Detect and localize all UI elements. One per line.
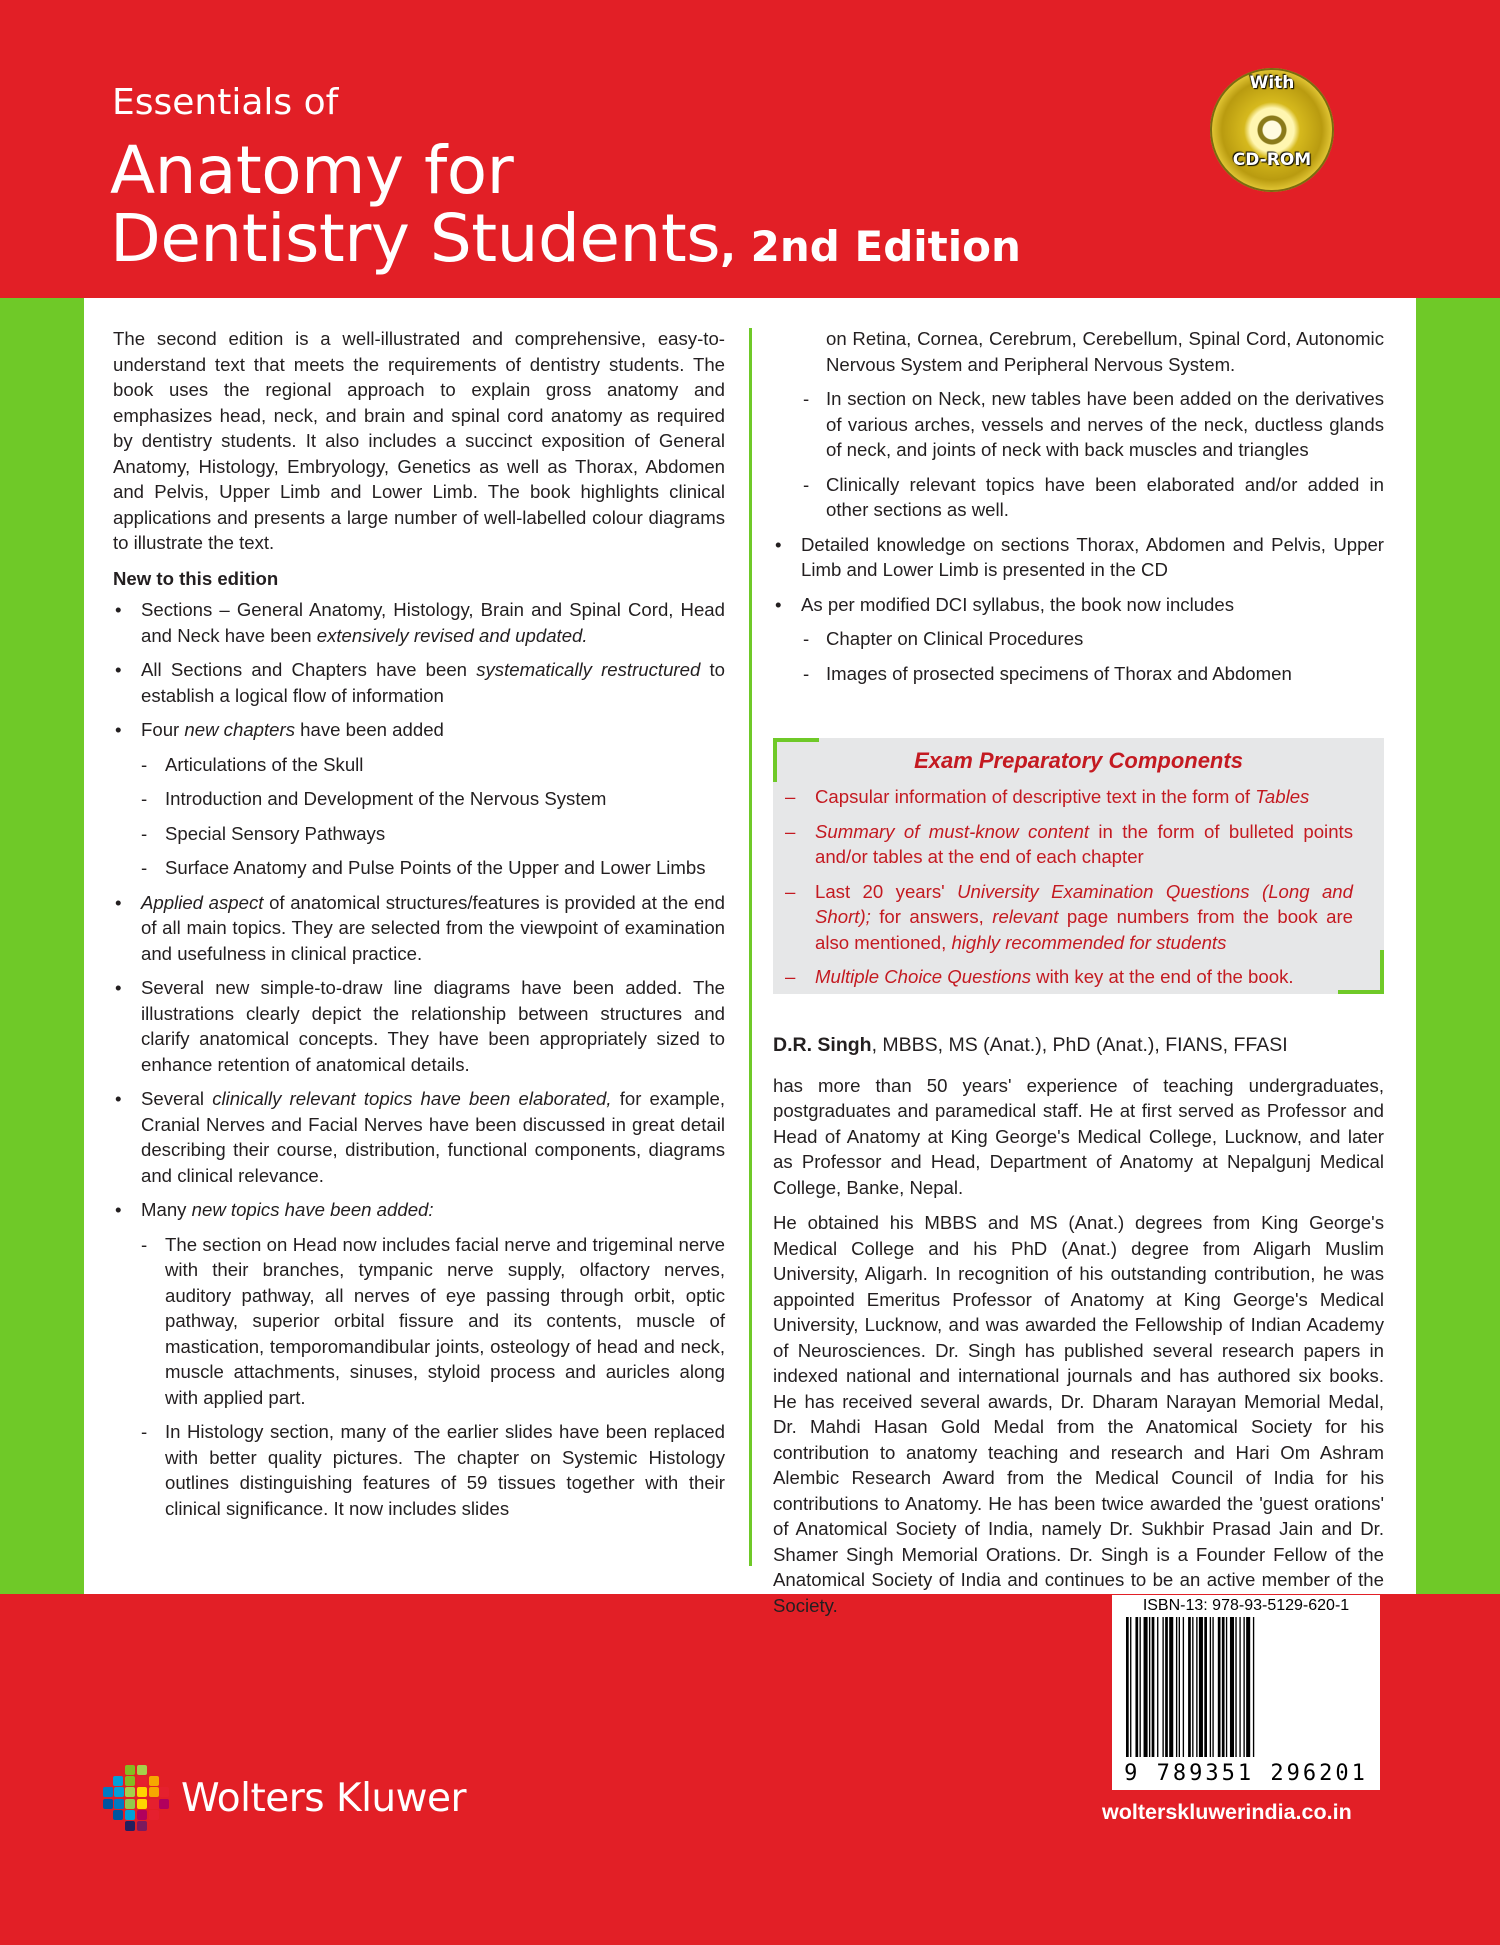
title-edition: , 2nd Edition: [720, 222, 1021, 271]
list-item-emphasis: new chapters: [184, 719, 295, 740]
new-features-list-continued: [773, 326, 1384, 686]
exam-item: [773, 784, 1353, 810]
sub-list-item: - Clinically relevant topics have been elaborated and/or added in other sections as well.: [773, 472, 1384, 523]
list-item-text: Several: [141, 1088, 213, 1109]
list-item-text: Sections – General Anatomy, Histology, Brain and Spinal Cord, Head and Neck have been: [141, 599, 725, 646]
title-line-2-text: Dentistry Students: [110, 200, 721, 277]
sub-list-item: - Chapter on Clinical Procedures: [773, 626, 1384, 652]
list-item: [113, 1197, 725, 1223]
list-item-text: of anatomical structures/features is provided at the end of all main topics. They are selected from the viewpoint of examination and usefulness in clinical practice.: [141, 891, 725, 964]
author-bio-2: He obtained his MBBS and MS (Anat.) degrees from King George's Medical College and his PhD (Anat.) degree from Aligarh Muslim University, Aligarh. In recognition of his outstanding contribution, he was appointed Emeritus Professor of Anatomy at King George's Medical University, Lucknow, and was awarded the Fellowship of Indian Academy of Neurosciences. Dr. Singh has published several research papers in indexed national and international journals and has authored six books. He has received several awards, Dr. Dharam Narayan Memorial Medal, Dr. Mahdi Hasan Gold Medal from the Anatomical Society for his contribution to anatomy teaching and research and Hari Om Ashram Alembic Research Award from the Medical Council of India for his contributions to Anatomy. He has been twice awarded the 'guest orations' of Anatomical Society of India, namely Dr. Sukhbir Prasad Jain and Dr. Shamer Singh Memorial Orations. Dr. Singh is a Founder Fellow of the Anatomical Society of India and continues to be an active member of the Society.: [773, 1212, 1384, 1616]
cd-badge-top-text: With: [1249, 73, 1295, 93]
exam-item-emphasis: Multiple Choice Questions: [815, 966, 1031, 987]
sub-list-item: - Special Sensory Pathways: [113, 821, 725, 847]
publisher-brand: [103, 1765, 466, 1831]
wolters-kluwer-logo-icon: [103, 1765, 169, 1831]
exam-components-list: [773, 784, 1353, 999]
sub-list-item: - In Histology section, many of the earlier slides have been replaced with better quality pictures. The chapter on Systemic Histology outlines distinguishing features of 59 tissues together with their clinical significance. It now includes slides: [113, 1419, 725, 1521]
sub-list-item: - Introduction and Development of the Nervous System: [113, 786, 725, 812]
exam-item: [773, 964, 1353, 990]
author-name: D.R. Singh: [773, 1034, 872, 1056]
right-column: [773, 326, 1384, 695]
list-item: [113, 657, 725, 708]
list-item-emphasis: systematically restructured: [476, 659, 701, 680]
list-item-emphasis: Applied aspect: [141, 891, 264, 913]
cd-badge-bottom-text: CD-ROM: [1232, 150, 1312, 170]
list-item-text: Many: [141, 1199, 192, 1220]
barcode-icon: [1124, 1617, 1368, 1757]
isbn-number: ISBN-13: 978-93-5129-620-1: [1142, 1597, 1350, 1614]
exam-item: [773, 819, 1353, 870]
sub-list-item: - Articulations of the Skull: [113, 752, 725, 778]
list-item-text: have been added: [295, 719, 444, 740]
sub-list-item: - Surface Anatomy and Pulse Points of the Upper and Lower Limbs: [113, 855, 725, 881]
title-line-2: [110, 200, 1021, 277]
list-item: • As per modified DCI syllabus, the book now includes: [773, 592, 1384, 618]
sub-list-item: - In section on Neck, new tables have been added on the derivatives of various arches, vessels and nerves of the neck, ductless glands of neck, and joints of neck with back muscles and triangles: [773, 386, 1384, 463]
author-block: [773, 1033, 1384, 1628]
exam-item-text: in the form of bulleted points and/or tables at the end of each chapter: [815, 820, 1353, 867]
sub-list-item: - The section on Head now includes facial nerve and trigeminal nerve with their branches, tympanic nerve supply, olfactory nerves, auditory pathway, all nerves of eye passing through orbit, optic pathway, superior orbital fissure and its contents, muscle of mastication, temporomandibular joints, osteology of head and neck, muscle attachments, sinuses, styloid process and auricles along with applied part.: [113, 1232, 725, 1411]
exam-components-box: [773, 738, 1384, 994]
sub-list-item: - Images of prosected specimens of Thorax and Abdomen: [773, 661, 1384, 687]
exam-item: [773, 879, 1353, 956]
list-item-text: All Sections and Chapters have been: [141, 659, 477, 680]
isbn-barcode-box: [1112, 1595, 1380, 1790]
author-name-line: [773, 1033, 1384, 1059]
list-item-emphasis: clinically relevant topics have been elaborated,: [212, 1088, 612, 1109]
exam-item-text: page numbers from the book are also mentioned,: [815, 906, 1353, 953]
exam-item-text: Capsular information of descriptive text in the form of: [815, 786, 1256, 807]
list-item-text: Four: [141, 719, 185, 740]
exam-item-text: Last 20 years': [815, 880, 958, 902]
exam-item-emphasis: Summary of must-know content: [815, 820, 1090, 842]
title-prefix: Essentials of: [112, 82, 339, 123]
list-item-emphasis: extensively revised and updated.: [316, 624, 588, 646]
exam-box-title: Exam Preparatory Components: [914, 748, 1243, 773]
sub-list-continuation: on Retina, Cornea, Cerebrum, Cerebellum, Spinal Cord, Autonomic Nervous System and Peripheral Nervous System.: [826, 328, 1384, 375]
new-features-list: [113, 597, 725, 1521]
exam-item-text: with key at the end of the book.: [1031, 966, 1294, 987]
new-edition-heading: New to this edition: [113, 567, 279, 589]
list-item: [113, 717, 725, 743]
author-credentials: , MBBS, MS (Anat.), PhD (Anat.), FIANS, FFASI: [871, 1034, 1288, 1056]
list-item-text: to establish a logical flow of information: [141, 659, 725, 706]
title-line-1: Anatomy for: [110, 132, 514, 209]
left-column: [113, 326, 725, 1530]
box-corner-accent: [1380, 950, 1384, 994]
list-item-text: for example, Cranial Nerves and Facial Nerves have been discussed in great detail describing their course, distribution, functional components, diagrams and clinical relevance.: [141, 1088, 725, 1186]
intro-paragraph: The second edition is a well-illustrated and comprehensive, easy-to-understand text that meets the requirements of dentistry students. The book uses the regional approach to explain gross anatomy and emphasizes head, neck, and brain and spinal cord anatomy as required by dentistry students. It also includes a succinct exposition of General Anatomy, Histology, Embryology, Genetics as well as Thorax, Abdomen and Pelvis, Upper Limb and Lower Limb. The book highlights clinical applications and presents a large number of well-labelled colour diagrams to illustrate the text.: [113, 328, 725, 553]
list-item: • Detailed knowledge on sections Thorax, Abdomen and Pelvis, Upper Limb and Lower Limb is presented in the CD: [773, 532, 1384, 583]
list-item-emphasis: new topics have been added:: [191, 1199, 434, 1220]
exam-item-emphasis: highly recommended for students: [951, 931, 1227, 953]
exam-item-text: for answers,: [870, 906, 993, 927]
cover-header: [0, 0, 1500, 298]
cd-rom-disc-icon: [1210, 68, 1334, 192]
author-bio-1: has more than 50 years' experience of teaching undergraduates, postgraduates and paramedical staff. He at first served as Professor and Head of Anatomy at King George's Medical College, Lucknow, and later as Professor and Head, Department of Anatomy at Nepalgunj Medical College, Banke, Nepal.: [773, 1074, 1384, 1198]
publisher-website: wolterskluwerindia.co.in: [1102, 1800, 1352, 1824]
exam-item-emphasis: University Examination Questions (Long and Short);: [815, 880, 1353, 927]
list-item: [113, 890, 725, 967]
list-item: [113, 597, 725, 648]
exam-item-emphasis: Tables: [1255, 786, 1310, 807]
list-item: • Several new simple-to-draw line diagrams have been added. The illustrations clearly depict the relationship between structures and clarify anatomical concepts. They have been appropriately sized to enhance retention of anatomical details.: [113, 975, 725, 1077]
exam-item-emphasis: relevant: [992, 906, 1059, 927]
publisher-name: Wolters Kluwer: [181, 1775, 467, 1821]
barcode-digits: 9 789351 296201: [1124, 1761, 1368, 1786]
list-item: [113, 1086, 725, 1188]
column-divider: [749, 328, 752, 1566]
